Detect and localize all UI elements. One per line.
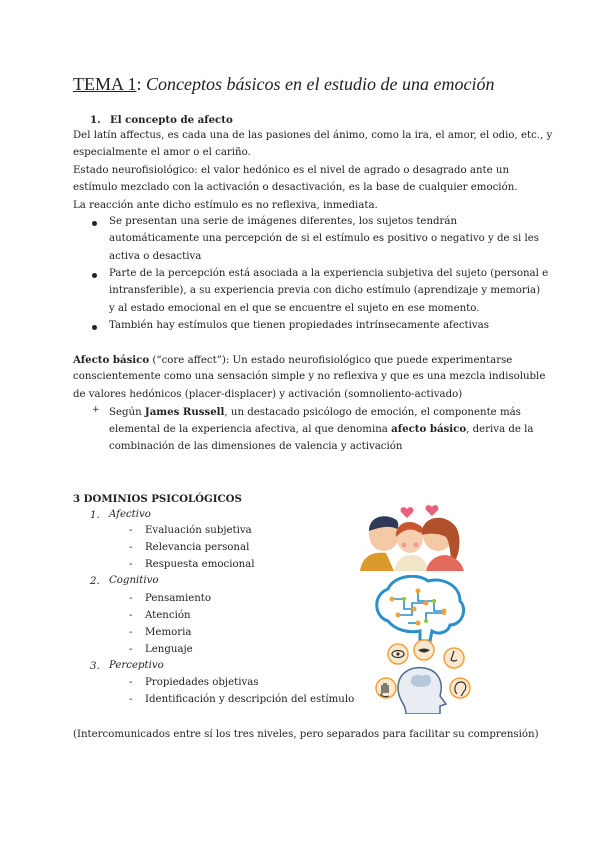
dash: -: [129, 677, 133, 688]
domain-item: Identificación y descripción del estímulo: [145, 694, 355, 705]
dash: -: [129, 610, 133, 621]
russell-text: , un destacado psicólogo de emoción, el componente más: [224, 407, 521, 418]
domain-item: Respuesta emocional: [145, 559, 255, 570]
title-subtitle: Conceptos básicos en el estudio de una emoción: [141, 74, 495, 94]
section-heading: El concepto de afecto: [110, 114, 233, 126]
afecto-basico-line: de valores hedónicos (placer-displacer) y activación (somnoliento-activado): [73, 389, 463, 400]
family-hug-illustration: [352, 503, 466, 571]
afecto-basico-line: conscientemente como una sensación simple y no reflexiva y que es una mezcla indisoluble: [73, 371, 546, 382]
dash: -: [129, 593, 133, 604]
domain-item: Lenguaje: [145, 644, 193, 655]
mom-shirt: [426, 555, 464, 571]
dominios-heading: 3 DOMINIOS PSICOLÓGICOS: [73, 493, 242, 505]
title-colon: :: [136, 74, 142, 94]
group-name-perceptivo: Perceptivo: [109, 660, 164, 671]
russell-text: , deriva de la: [466, 424, 534, 435]
russell-text: Según: [109, 407, 145, 418]
head-outline: [398, 668, 446, 714]
bullet-line: activa o desactiva: [109, 251, 202, 262]
domain-item: Memoria: [145, 627, 192, 638]
russell-name: James Russell: [144, 406, 225, 418]
group-name-cognitivo: Cognitivo: [109, 575, 159, 586]
para-line: La reacción ante dicho estímulo es no reflexiva, inmediata.: [73, 200, 378, 211]
domain-item: Evaluación subjetiva: [145, 525, 252, 536]
dad-shirt: [360, 553, 394, 571]
bullet-dot: [92, 325, 97, 330]
domain-item: Relevancia personal: [145, 542, 250, 553]
russell-text: elemental de la experiencia afectiva, al que denomina: [109, 424, 392, 435]
title-prefix: TEMA 1: [73, 74, 137, 94]
child-shirt: [394, 555, 428, 571]
domain-item: Pensamiento: [145, 593, 212, 604]
senses-illustration: [372, 640, 472, 714]
page-title: [73, 74, 494, 95]
dash: -: [129, 559, 133, 570]
bullet-line: Parte de la percepción está asociada a la experiencia subjetiva del sujeto (personal e: [109, 268, 549, 279]
bullet-dot: [92, 221, 97, 226]
dash: -: [129, 694, 133, 705]
heart-icon: [426, 505, 439, 516]
brain-circuit-illustration: [368, 575, 470, 643]
dash: -: [129, 525, 133, 536]
russell-line: [109, 404, 521, 421]
group-number: 1.: [90, 510, 100, 521]
brain-icon: [411, 675, 431, 687]
para-line: estímulo mezclado con la activación o desactivación, es la base de cualquier emoción.: [73, 182, 518, 193]
bullet-line: y al estado emocional en el que se encuentre el sujeto en ese momento.: [109, 303, 480, 314]
para-line: especialmente el amor o el cariño.: [73, 147, 251, 158]
heart-icon: [401, 507, 414, 518]
bullet-line: Se presentan una serie de imágenes diferentes, los sujetos tendrán: [109, 216, 458, 227]
afecto-basico-line: [73, 352, 512, 369]
para-line: Del latín affectus, es cada una de las pasiones del ánimo, como la ira, el amor, el odio, etc., y: [73, 130, 553, 141]
afecto-basico-rest: (“core affect”): Un estado neurofisiológico que puede experimentarse: [149, 355, 513, 366]
bullet-line: intransferible), a su experiencia previa con dicho estímulo (aprendizaje y memoria): [109, 285, 541, 296]
section-number: 1.: [90, 114, 101, 126]
plus-bullet: +: [92, 405, 100, 415]
para-line: Estado neurofisiológico: el valor hedónico es el nivel de agrado o desagrado ante un: [73, 165, 510, 176]
dash: -: [129, 627, 133, 638]
bullet-line: automáticamente una percepción de si el estímulo es positivo o negativo y de si les: [109, 233, 540, 244]
russell-term: afecto básico: [391, 423, 467, 435]
domain-item: Atención: [145, 610, 191, 621]
group-number: 3.: [90, 661, 100, 672]
afecto-basico-term: Afecto básico: [73, 354, 150, 366]
brain-outline: [377, 576, 464, 641]
dash: -: [129, 644, 133, 655]
dash: -: [129, 542, 133, 553]
domain-item: Propiedades objetivas: [145, 677, 259, 688]
russell-line: combinación de las dimensiones de valencia y activación: [109, 441, 403, 452]
group-number: 2.: [90, 576, 100, 587]
group-name-afectivo: Afectivo: [109, 509, 151, 520]
dominios-footnote: (Intercomunicados entre sí los tres niveles, pero separados para facilitar su comprensión): [73, 729, 539, 740]
bullet-dot: [92, 273, 97, 278]
russell-line: [109, 421, 534, 438]
bullet-line: También hay estímulos que tienen propiedades intrínsecamente afectivas: [109, 320, 489, 331]
